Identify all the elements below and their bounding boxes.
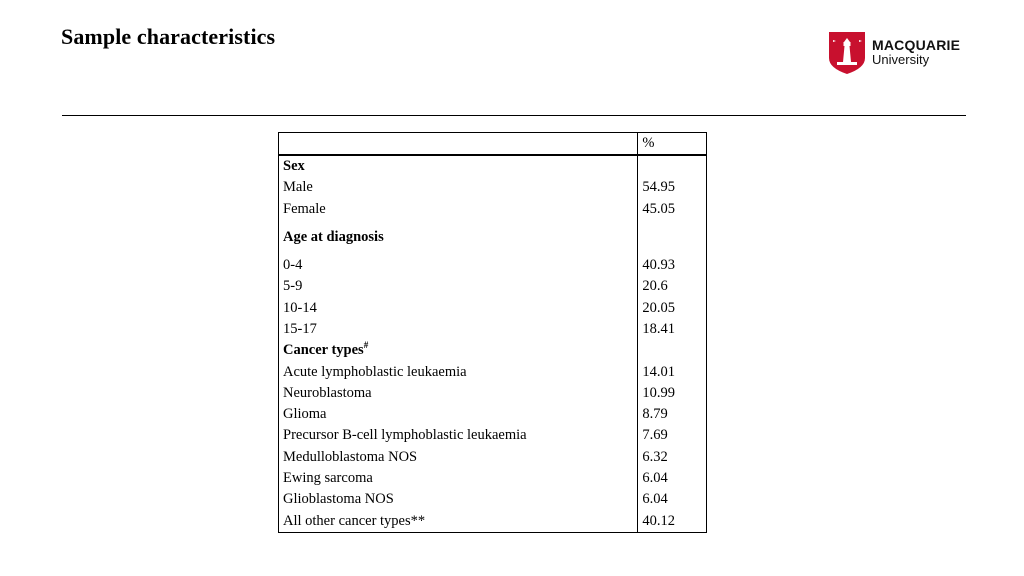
row-label: 0-4 <box>283 257 303 274</box>
row-value: 54.95 <box>638 177 707 198</box>
table-row <box>279 489 707 510</box>
table-row <box>279 404 707 425</box>
section-heading: Cancer types <box>283 342 364 359</box>
header-percent-cell: % <box>638 133 707 156</box>
row-value: 10.99 <box>638 383 707 404</box>
row-label: Precursor B-cell lymphoblastic leukaemia <box>283 427 527 444</box>
table-row <box>279 297 707 318</box>
table-row <box>279 255 707 276</box>
row-value: 40.93 <box>638 255 707 276</box>
row-value: 45.05 <box>638 199 707 220</box>
row-value: 20.6 <box>638 276 707 297</box>
row-label: Glioblastoma NOS <box>283 491 394 508</box>
page-title: Sample characteristics <box>61 24 276 49</box>
table-row <box>279 319 707 340</box>
university-logo <box>829 32 960 74</box>
logo-subtitle: University <box>872 52 930 67</box>
row-value: 20.05 <box>638 297 707 318</box>
row-label: 10-14 <box>283 299 317 316</box>
row-label: All other cancer types** <box>283 512 426 529</box>
row-label: Male <box>283 179 313 196</box>
row-value: 7.69 <box>638 425 707 446</box>
table-row <box>279 510 707 532</box>
table-header-row <box>279 133 707 156</box>
section-heading-cancer <box>279 340 707 361</box>
table-row <box>279 447 707 468</box>
table-row <box>279 177 707 198</box>
row-label: Ewing sarcoma <box>283 470 373 486</box>
row-label: Female <box>283 200 326 217</box>
title-divider <box>62 115 966 116</box>
row-label: 15-17 <box>283 320 317 337</box>
row-label: 5-9 <box>283 278 303 295</box>
row-label: Medulloblastoma NOS <box>283 448 418 465</box>
table-row <box>279 425 707 446</box>
table-row <box>279 276 707 297</box>
row-value: 18.41 <box>638 319 707 340</box>
row-label: Glioma <box>283 406 327 423</box>
shield-lighthouse-icon <box>829 32 865 74</box>
header-label-cell <box>279 133 638 156</box>
row-value: 40.12 <box>638 510 707 532</box>
table-row <box>279 361 707 382</box>
row-value: 6.32 <box>638 447 707 468</box>
row-value: 6.04 <box>638 468 707 489</box>
section-heading: Age at diagnosis <box>283 228 384 245</box>
row-value: 6.04 <box>638 489 707 510</box>
table-row <box>279 468 707 489</box>
row-label: Neuroblastoma <box>283 384 372 401</box>
table-row <box>279 199 707 220</box>
row-label: Acute lymphoblastic leukaemia <box>283 363 467 380</box>
section-heading: Sex <box>283 158 305 175</box>
section-heading-age <box>279 220 707 255</box>
table-row <box>279 383 707 404</box>
section-heading-sex <box>279 155 707 177</box>
logo-wordmark: MACQUARIE <box>872 37 961 53</box>
row-value: 8.79 <box>638 404 707 425</box>
footnote-marker: # <box>363 340 369 351</box>
sample-characteristics-table <box>278 132 707 533</box>
row-value: 14.01 <box>638 361 707 382</box>
